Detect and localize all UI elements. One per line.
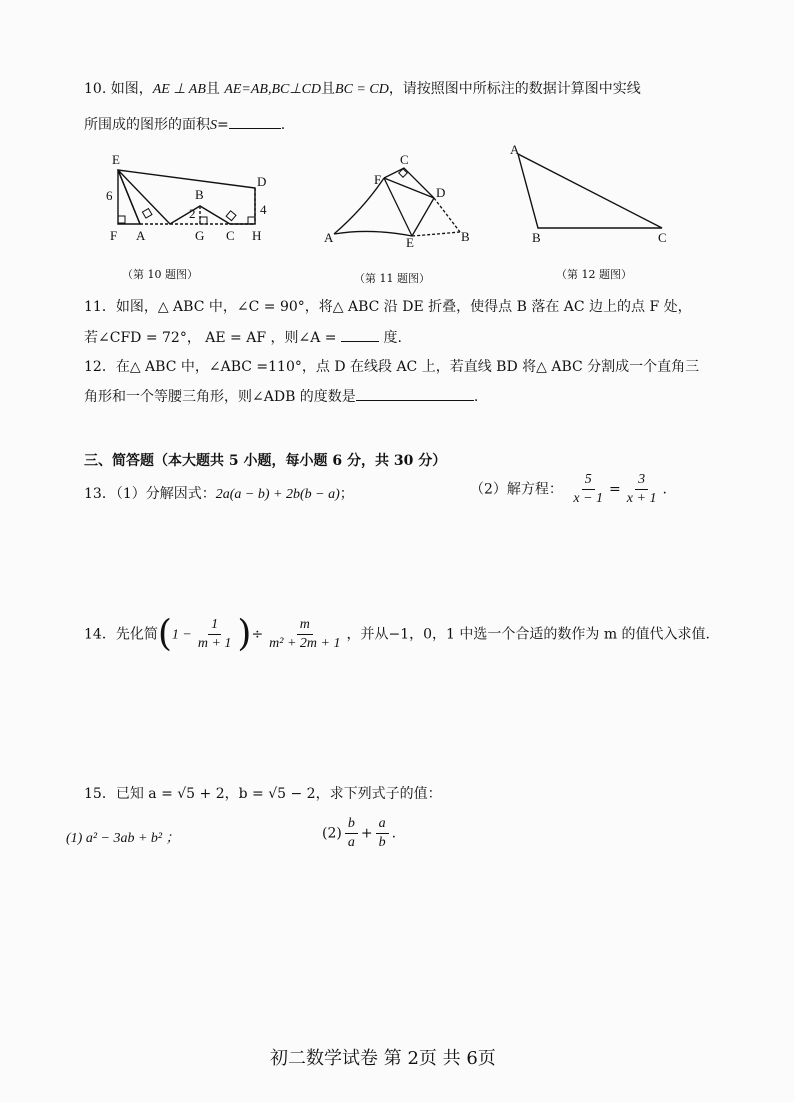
fig11-caption: （第 11 题图） [354, 272, 430, 285]
q10-line1-prefix: 如图， [110, 81, 153, 97]
q14-suffix: ，并从−1，0，1 中选一个合适的数作为 m 的值代入求值. [346, 626, 711, 643]
fig10-solid-outline [118, 170, 255, 224]
q10-number: 10. [84, 81, 107, 97]
fig11-eb [412, 232, 460, 236]
page-footer: 初二数学试卷 第 2页 共 6页 [270, 1048, 496, 1069]
q15-fraction-2 [376, 815, 389, 852]
q14-one-minus: 1 − [171, 627, 192, 643]
q10-line1-suffix: ，请按照图中所标注的数据计算图中实线 [388, 81, 641, 97]
q11-line2-prefix: 若∠CFD = 72°， AE = AF ，则∠A = [84, 330, 337, 346]
q13-fraction-2 [624, 471, 660, 508]
q10-and1: 且 [205, 81, 220, 97]
fig10-label-F: F [110, 228, 118, 243]
fig11-label-D: D [436, 185, 446, 200]
q13-f1-numerator: 5 [582, 471, 595, 490]
fig11-fe [384, 178, 412, 236]
q14-f1-numerator: 1 [208, 616, 221, 635]
fig10-label-B: B [195, 187, 204, 202]
q14-divide: ÷ [251, 626, 264, 643]
fig12-label-B: B [532, 230, 541, 245]
q10-line2 [84, 114, 285, 134]
fig10-label-2: 2 [189, 206, 196, 221]
q13-part1-end: ； [339, 486, 354, 502]
q13-part2-end: . [662, 481, 667, 498]
fig10-caption: （第 10 题图） [122, 268, 198, 281]
q13-part2 [470, 471, 667, 508]
q15-part2-end: . [391, 825, 397, 842]
q13-f1-denominator: x − 1 [573, 491, 604, 506]
fig11-ed [412, 198, 434, 236]
q10-cond3: BC = CD [335, 82, 389, 97]
q11-number: 11． [84, 299, 116, 315]
fig10-label-A: A [136, 228, 146, 243]
q11-line1-text: 如图，△ ABC 中，∠C = 90°，将△ ABC 沿 DE 折叠，使得点 B 落在 AC 边上的点 F 处， [115, 299, 692, 315]
figure-12-svg [500, 140, 675, 250]
q10-area-symbol: S [210, 118, 217, 133]
q14-fraction-1 [195, 616, 235, 653]
q14-prefix: 先化简 [115, 626, 158, 643]
q10-answer-blank [229, 114, 281, 129]
q12-line2 [84, 386, 478, 406]
q10-cond2: AE=AB,BC⊥CD [224, 82, 322, 97]
q14-fraction-2 [266, 616, 343, 653]
fig10-label-H: H [252, 228, 262, 243]
fig10-label-E: E [112, 152, 120, 167]
q15-f1-numerator: b [345, 815, 358, 834]
figure-10-svg [100, 150, 290, 245]
fig10-label-D: D [257, 174, 267, 189]
q10-equals: = [217, 117, 229, 133]
fig10-right-angle-h [248, 217, 255, 224]
q13-part1-expression: 2a(a − b) + 2b(b − a) [215, 487, 340, 502]
q15-part1: (1) a² − 3ab + b² ； [66, 831, 180, 846]
q15-text: 已知 a = √5 + 2，b = √5 − 2，求下列式子的值： [115, 786, 442, 802]
fig10-right-angle-c [226, 211, 236, 221]
q13-equals: = [609, 481, 621, 498]
q12-line2-prefix: 角形和一个等腰三角形，则∠ADB 的度数是 [84, 389, 356, 405]
q11-line2 [84, 327, 402, 347]
figure-10 [100, 150, 290, 249]
q15-f1-denominator: a [347, 835, 355, 850]
fig11-label-F: F [374, 172, 382, 187]
fig11-label-A: A [324, 230, 334, 245]
q15-f2-denominator: b [378, 835, 386, 850]
q13-f2-numerator: 3 [635, 471, 648, 490]
q13-part1-label: （1）分解因式： [115, 486, 216, 502]
q15-part2-label: (2) [322, 825, 342, 842]
q11-line2-suffix: 度. [383, 330, 402, 346]
fig11-label-B: B [461, 229, 470, 244]
q14-number: 14． [84, 626, 116, 643]
q12-line2-suffix: . [473, 389, 479, 405]
fig10-right-angle-a [142, 209, 152, 219]
figure-11-svg [320, 150, 480, 250]
q13-part1 [84, 483, 354, 503]
fig12-triangle [518, 154, 662, 228]
fig10-label-C: C [226, 228, 235, 243]
q11-line1 [84, 296, 692, 316]
fig12-caption: （第 12 题图） [556, 268, 632, 281]
q13-number: 13． [84, 486, 116, 502]
q12-line1 [84, 356, 699, 376]
q10-line2-prefix: 所围成的图形的面积 [84, 117, 210, 133]
q15-line [84, 783, 442, 803]
q15-number: 15． [84, 786, 116, 802]
q10-and2: 且 [321, 81, 336, 97]
figure-12 [500, 140, 675, 254]
q14-line [84, 613, 711, 655]
q14-f2-numerator: m [297, 616, 313, 635]
q14-right-paren: ) [237, 613, 252, 655]
q15-fraction-1 [345, 815, 358, 852]
fig11-db [434, 198, 460, 232]
fig11-ae [334, 231, 412, 236]
fig12-label-C: C [658, 230, 667, 245]
q13-part2-label: （2）解方程： [470, 481, 563, 498]
q13-f2-denominator: x + 1 [626, 491, 657, 506]
fig10-right-angle-g [200, 217, 207, 224]
fig10-label-G: G [195, 228, 205, 243]
fig10-right-angle-f [118, 216, 125, 223]
q12-line1-text: 在△ ABC 中，∠ABC =110°，点 D 在线段 AC 上，若直线 BD 将△ ABC 分割成一个直角三 [115, 359, 700, 375]
q14-f1-denominator: m + 1 [197, 636, 232, 651]
section-3-title: 三、简答题（本大题共 5 小题，每小题 6 分，共 30 分） [84, 453, 447, 469]
q10-cond1: AE ⊥ AB [152, 82, 206, 97]
q15-plus: + [360, 825, 373, 842]
q15-f2-numerator: a [376, 815, 389, 834]
q12-answer-blank [356, 386, 474, 401]
fig10-label-4: 4 [260, 202, 267, 217]
fig12-label-A: A [510, 142, 520, 157]
fig11-label-C: C [400, 152, 409, 167]
q10-line1 [84, 78, 641, 98]
q10-end: . [280, 117, 286, 133]
q11-answer-blank [341, 327, 379, 342]
q14-f2-denominator: m² + 2m + 1 [269, 636, 341, 651]
q13-fraction-1 [570, 471, 606, 508]
q15-part2 [322, 815, 396, 852]
fig11-label-E: E [406, 235, 414, 250]
q12-number: 12． [84, 359, 116, 375]
q14-left-paren: ( [157, 613, 172, 655]
figure-11 [320, 150, 480, 249]
fig10-label-6: 6 [106, 188, 113, 203]
